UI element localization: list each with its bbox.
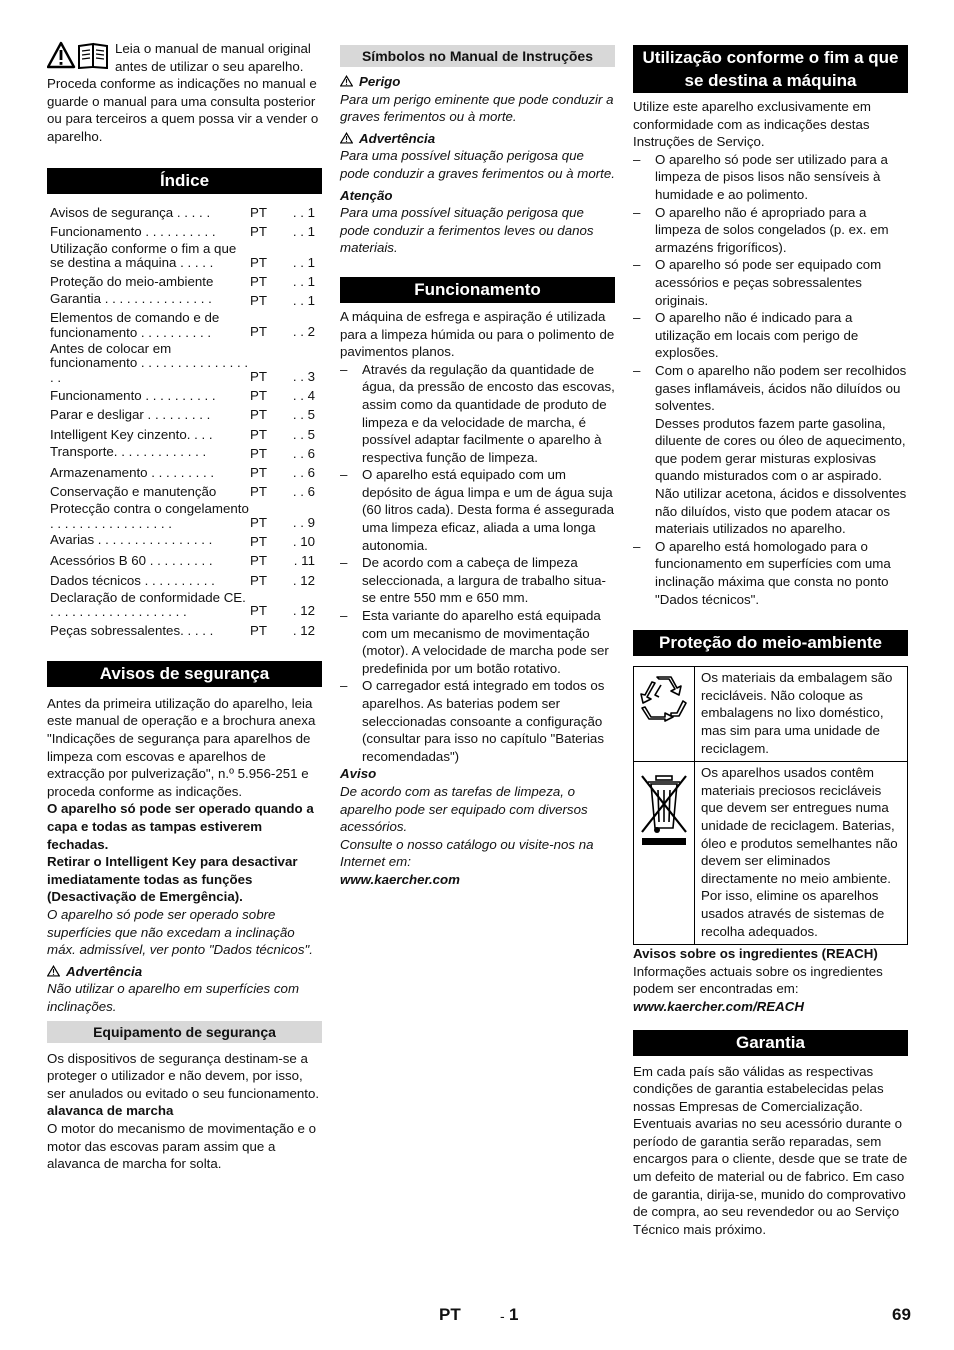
index-entry-lang: PT [250,273,267,289]
list-item-text: Esta variante do aparelho está equipada com um mecanismo de movimentação (motor). A velocidade de marcha pode ser predefinida por um botão rotativo. [362,608,609,676]
index-entry-page: . . 9 [292,515,315,531]
index-entry-name: Funcionamento . . . . . . . . . . [50,388,216,404]
index-entry-name: Avarias . . . . . . . . . . . . . . . . [50,533,213,548]
list-item [340,554,615,607]
index-row [47,622,322,639]
index-entry-page: . . 4 [292,388,315,404]
safety-bold-2: Retirar o Intelligent Key para desactivar imediatamente todas as funções (Desactivação de Emergência). [47,854,298,905]
caution-label: Atenção [340,187,393,203]
warning-triangle-icon [47,965,60,977]
list-item [340,466,615,554]
list-item-extra-text: Desses produtos fazem parte gasolina, diluente de cores ou óleo de aquecimento, que podem gerar misturas explosivas quando misturados com o ar aspirado. Não utilizar acetona, ácidos e dissolventes não diluídos, visto que podem atacar os materiais utilizados no aparelho. [655,415,907,537]
recycle-icon [639,673,689,723]
dash-bullet: – [340,608,348,624]
index-entry-name: Armazenamento . . . . . . . . . [50,465,215,481]
warning-triangle-icon [340,132,353,144]
index-row [47,204,322,221]
equipment-text: Os dispositivos de segurança destinam-se a proteger o utilizador e não devem, por isso, ser anulados ou evitado o seu funcionamento. [47,1050,320,1101]
reach-text: Informações actuais sobre os ingredientes podem ser encontradas em: [633,963,883,997]
list-item [633,362,908,415]
safety-italic-note: O aparelho só pode ser operado sobre superfícies que não excedam a inclinação máx. admissível, ver ponto "Dados técnicos". [47,907,313,958]
index-entry-page: . . 2 [292,323,315,339]
index-entry-name: Utilização conforme o fim a que se destina a máquina . . . . . [50,241,237,271]
sym-warning-text: Para uma possível situação perigosa que pode conduzir a graves ferimentos ou à morte. [340,148,615,181]
notice-url: www.kaercher.com [340,871,460,887]
index-row [47,292,322,309]
column-middle [340,45,615,889]
index-entry-lang: PT [250,484,267,500]
list-item-text: O aparelho está equipado com um depósito de água limpa e um de água suja (60 litros cada). Desta forma é assegurada uma limpeza eficaz, aliada a uma longa autonomia. [362,467,615,553]
index-entry-lang: PT [250,426,267,442]
index-entry-name: Transporte. . . . . . . . . . . . . [50,444,207,459]
sym-warning-label-row [340,130,615,148]
manual-book-icon [79,44,107,68]
notice-text-2: Consulte o nosso catálogo ou visite-nos na Internet em: [340,836,594,870]
dash-bullet: – [340,361,348,377]
index-entry-lang: PT [250,553,267,569]
danger-label: Perigo [359,74,401,89]
list-item [633,256,908,309]
footer-section-page: 1 [509,1305,519,1324]
safety-bold-1: O aparelho só pode ser operado quando a capa e todas as tampas estiverem fechadas. [47,801,314,852]
index-entry-page: . . 1 [292,273,315,289]
index-row [47,406,322,423]
index-row [47,552,322,569]
index-entry-page: . . 6 [292,445,315,461]
dash-bullet: – [633,257,641,273]
warning-book-icons [47,41,109,71]
notice-text-1: De acordo com as tarefas de limpeza, o aparelho pode ser equipado com diversos acessórios. [340,783,588,835]
operation-list [340,361,615,766]
index-entry-name: Avisos de segurança . . . . . [50,204,211,220]
list-item [633,151,908,204]
warranty-title: Garantia [633,1030,908,1056]
index-entry-lang: PT [250,292,267,308]
index-entry-lang: PT [250,254,267,270]
index-row [47,387,322,404]
index-row [47,464,322,481]
index-entry-name: Antes de colocar em funcionamento . . . . . . . . . . . . . . . . . [50,341,249,385]
index-entry-page: . . 1 [292,204,315,220]
column-right [633,45,908,1238]
index-entry-page: . 12 [292,622,315,638]
index-row [47,572,322,589]
list-item [633,204,908,257]
safety-title: Avisos de segurança [47,661,322,687]
index-entry-lang: PT [250,465,267,481]
list-item [340,361,615,467]
column-left [47,40,322,1173]
dash-bullet: – [340,678,348,694]
index-title: Índice [47,168,322,194]
environment-packaging-text: Os materiais da embalagem são recicláveis. Não coloque as embalagens no lixo doméstico, mas sim para uma unidade de reciclagem. [701,670,893,756]
dash-bullet: – [633,151,641,167]
footer-page-number: 69 [892,1305,911,1324]
index-entry-page: . 12 [292,572,315,588]
index-row [47,223,322,240]
index-entry-lang: PT [250,534,267,550]
danger-triangle-icon [340,75,353,87]
index-entry-lang: PT [250,204,267,220]
index-entry-name: Declaração de conformidade CE. . . . . . . . . . . . . . . . . . . . [50,590,246,620]
environment-title: Proteção do meio-ambiente [633,630,908,656]
dash-bullet: – [633,362,641,378]
footer-lang: PT [439,1305,461,1324]
index-entry-lang: PT [250,572,267,588]
list-item-text: O aparelho só pode ser utilizado para a limpeza de pisos lisos não sensíveis à humidade e ao polimento. [655,151,888,202]
warning-icon [47,41,109,69]
dash-bullet: – [633,204,641,220]
index-table [47,204,322,640]
list-item [340,677,615,765]
safety-warning-label-row [47,963,322,981]
list-item-text: O aparelho só pode ser equipado com acessórios e peças sobressalentes originais. [655,257,882,308]
index-entry-lang: PT [250,407,267,423]
operation-intro: A máquina de esfrega e aspiração é utilizada para a limpeza húmida ou para o polimento de pavimentos planos. [340,308,615,360]
safety-warning-text: Não utilizar o aparelho em superfícies com inclinações. [47,981,300,1014]
environment-table [633,666,908,945]
footer-dash: - [500,1308,505,1324]
index-row [47,533,322,550]
caution-text: Para uma possível situação perigosa que pode conduzir a ferimentos leves ou danos materiais. [340,205,594,256]
index-entry-lang: PT [250,603,267,619]
index-entry-page: . . 1 [292,292,315,308]
index-entry-name: Garantia . . . . . . . . . . . . . . . [50,291,212,306]
list-item-text: De acordo com a cabeça de limpeza seleccionada, a largura de trabalho situa-se entre 550 mm e 650 mm. [362,555,606,606]
symbols-title: Símbolos no Manual de Instruções [340,45,615,67]
index-row [47,273,322,290]
index-entry-name: Funcionamento . . . . . . . . . . [50,223,216,239]
index-entry-lang: PT [250,323,267,339]
index-entry-page: . . 6 [292,465,315,481]
danger-label-row [340,73,615,91]
index-entry-name: Protecção contra o congelamento . . . . . . . . . . . . . . . . . [50,502,249,531]
environment-row-packaging [634,667,907,761]
index-row [47,445,322,462]
intended-use-title: Utilização conforme o fim a que se destina a máquina [633,45,908,93]
index-entry-lang: PT [250,388,267,404]
index-entry-name: Dados técnicos . . . . . . . . . . [50,572,215,588]
index-entry-lang: PT [250,445,267,461]
reach-url: www.kaercher.com/REACH [633,998,804,1014]
index-entry-name: Peças sobressalentes. . . . . [50,622,214,638]
safety-warning-label: Advertência [66,963,143,979]
list-item-text: O aparelho não é indicado para a utilização em locais com perigo de explosões. [655,310,859,361]
list-item-text: Através da regulação da quantidade de água, da pressão de encosto das escovas, assim como da quantidade de produto de limpeza e da velocidade de marcha, é possível adaptar facilmente o aparelho à respectiva função de limpeza. [362,361,615,465]
index-entry-lang: PT [250,223,267,239]
index-row [47,311,322,340]
index-row [47,342,322,386]
list-item-text: Com o aparelho não podem ser recolhidos gases inflamáveis, ácidos não diluídos ou solventes. [655,362,907,414]
index-row [47,502,322,531]
danger-text: Para um perigo eminente que pode conduzir a graves ferimentos ou à morte. [340,91,614,125]
sym-warning-label: Advertência [359,130,436,146]
index-entry-name: Intelligent Key cinzento. . . . [50,426,213,442]
crossed-bin-icon [638,772,690,846]
index-entry-name: Conservação e manutenção [50,484,217,500]
intro-text: Leia o manual de manual original antes de utilizar o seu aparelho. Proceda conforme as indicações no manual e guarde o manual para uma consulta posterior ou para terceiros a quem possa vir a vender o aparelho. [47,41,319,144]
intended-use-intro: Utilize este aparelho exclusivamente em conformidade com as indicações destas Instruções de Serviço. [633,99,871,150]
index-entry-name: Proteção do meio-ambiente [50,273,214,289]
intended-use-list [633,151,908,608]
lever-title: alavanca de marcha [47,1103,174,1119]
index-entry-page: . . 1 [292,223,315,239]
index-entry-lang: PT [250,369,267,385]
index-entry-page: . . 5 [292,426,315,442]
index-entry-page: . . 5 [292,407,315,423]
list-item-text: O carregador está integrado em todos os aparelhos. As baterias podem ser seleccionadas consoante a configuração (consultar para isso no capítulo "Baterias recomendadas") [362,678,605,764]
dash-bullet: – [340,467,348,483]
lever-text: O motor do mecanismo de movimentação e o motor das escovas param assim que a alavanca de marcha for solta. [47,1120,317,1172]
index-entry-name: Elementos de comando e de funcionamento . . . . . . . . . . [50,311,220,340]
dash-bullet: – [633,538,641,554]
environment-devices-text: Os aparelhos usados contêm materiais preciosos recicláveis que devem ser entregues numa unidade de reciclagem. Baterias, óleo e produtos semelhantes não devem ser eliminados directamente no meio ambiente. Por isso, elimine os aparelhos usados através de sistemas de recolha adequados. [701,765,898,939]
index-entry-page: . 12 [292,603,315,619]
list-item-text: O aparelho não é apropriado para a limpeza de solos congelados (p. ex. em armazéns frigoríficos). [655,204,889,255]
warranty-text: Em cada país são válidas as respectivas condições de garantia estabelecidas pelas nossas Empresas de Comercialização. Eventuais avarias no seu acessório durante o período de garantia serão reparadas, sem encargos para o cliente, desde que se trate de um defeito de material ou de fabrico. Em caso de garantia, dirija-se, munido do comprovativo de compra, ao seu revendedor ou ao Serviço Técnico mais próximo. [633,1063,908,1237]
notice-label: Aviso [340,766,377,782]
index-entry-page: . 11 [293,553,315,569]
list-item [633,538,908,608]
index-entry-name: Parar e desligar . . . . . . . . . [50,407,211,423]
index-entry-page: . . 1 [292,254,315,270]
index-entry-page: . . 3 [292,369,315,385]
safety-intro: Antes da primeira utilização do aparelho, leia este manual de operação e a brochura anexa "Indicações de segurança para aparelhos de limpeza com escovas e aparelhos de extracção por pulverização", n.º 5.956-251 e proceda conforme as indicações. [47,695,316,799]
index-row [47,426,322,443]
index-entry-name: Acessórios B 60 . . . . . . . . . [50,553,213,569]
list-item [633,309,908,362]
list-item-continuation [633,415,908,538]
index-row [47,483,322,500]
environment-row-devices [634,761,907,944]
list-item [340,607,615,677]
index-entry-lang: PT [250,515,267,531]
intro-block [47,40,322,146]
index-row [47,242,322,271]
dash-bullet: – [633,310,641,326]
index-entry-page: . . 6 [292,484,315,500]
list-item-text: O aparelho está homologado para o funcionamento em superfícies com uma inclinação máxima que consta no ponto "Dados técnicos". [655,538,891,607]
index-row [47,591,322,620]
equipment-title: Equipamento de segurança [47,1021,322,1043]
index-entry-page: . 10 [292,534,315,550]
reach-title: Avisos sobre os ingredientes (REACH) [633,946,878,962]
operation-title: Funcionamento [340,277,615,303]
dash-bullet: – [340,555,348,571]
index-entry-lang: PT [250,622,267,638]
